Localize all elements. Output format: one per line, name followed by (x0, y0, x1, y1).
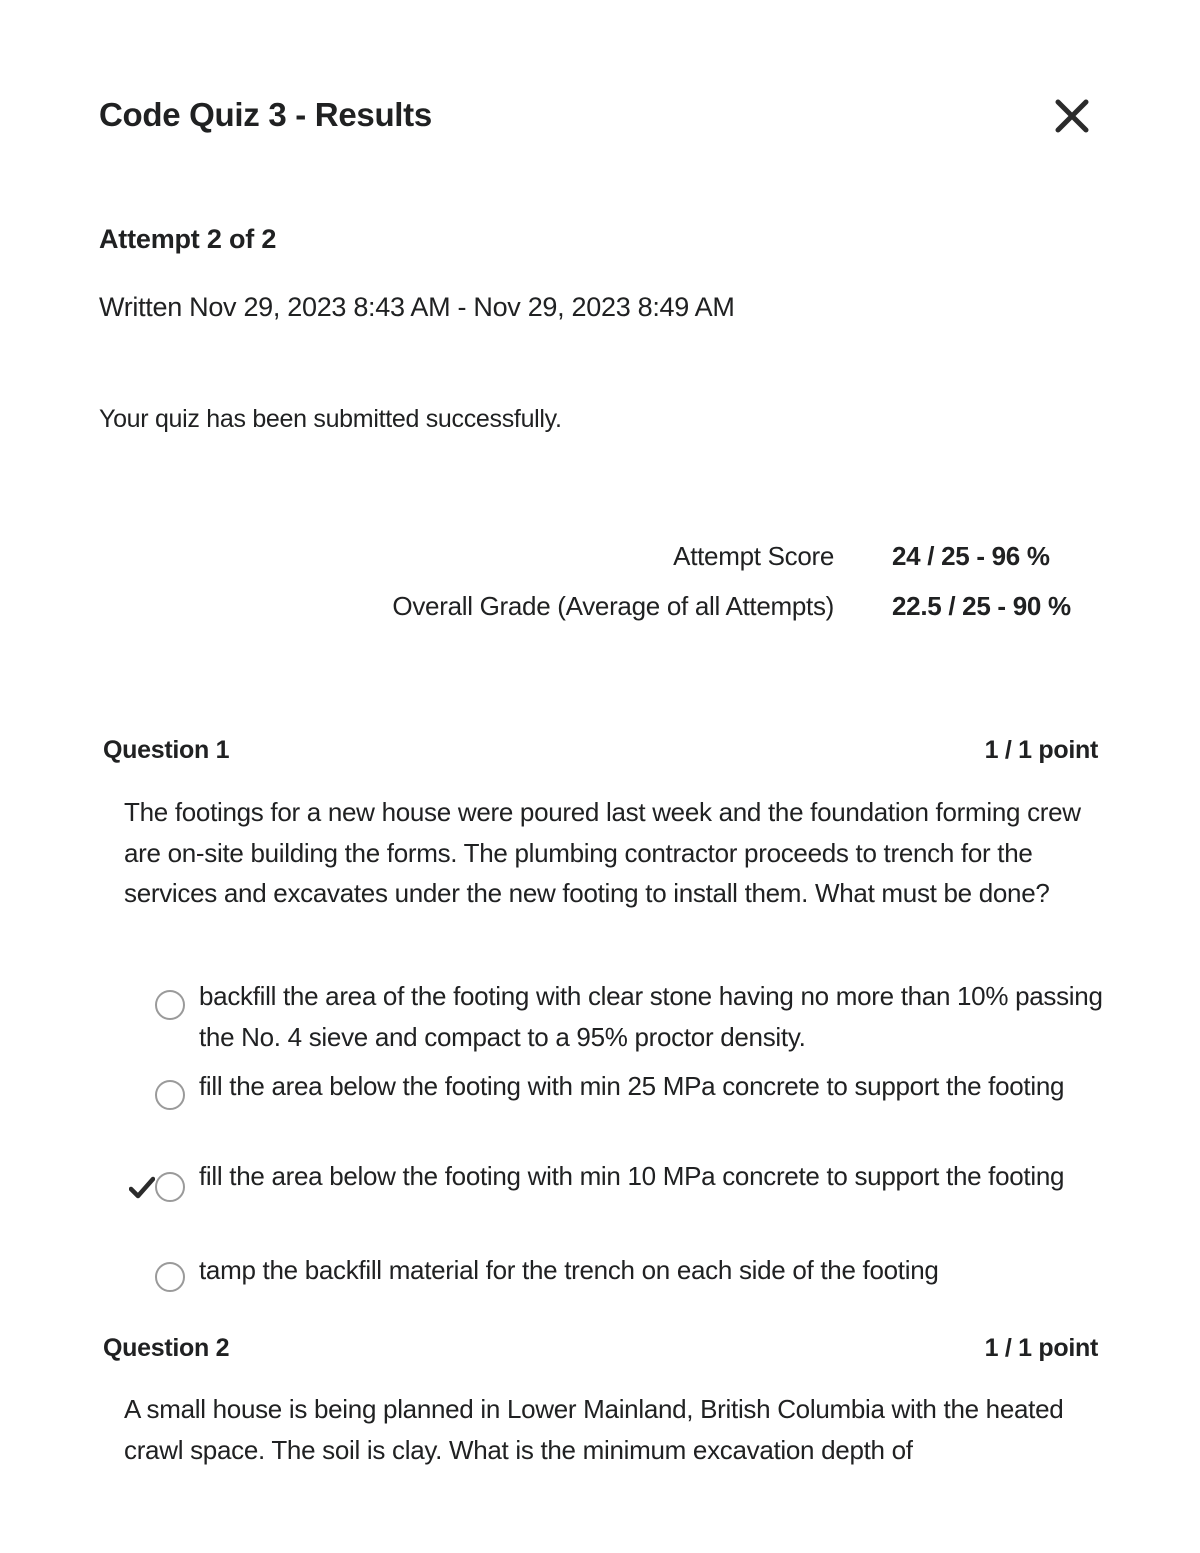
overall-grade-value: 22.5 / 25 - 90 % (892, 591, 1071, 621)
overall-grade-row (99, 591, 1099, 627)
radio-button[interactable] (155, 1080, 185, 1110)
close-icon (1052, 96, 1092, 136)
submission-message: Your quiz has been submitted successfully. (99, 405, 562, 433)
question-text: The footings for a new house were poured last week and the foundation forming crew are on-site building the forms. The plumbing contractor proceeds to trench for the services and excavates under the new footing to install them. What must be done? (124, 797, 1081, 908)
attempt-heading: Attempt 2 of 2 (99, 224, 277, 254)
option-label: tamp the backfill material for the trench on each side of the footing (199, 1255, 939, 1285)
radio-button[interactable] (155, 1262, 185, 1292)
attempt-score-label: Attempt Score (673, 541, 834, 571)
option-label: fill the area below the footing with min 25 MPa concrete to support the footing (199, 1071, 1065, 1101)
question-title: Question 2 (103, 1334, 230, 1362)
close-button[interactable] (1052, 96, 1092, 136)
question-header (103, 1334, 1098, 1368)
attempt-score-value: 24 / 25 - 96 % (892, 541, 1050, 571)
question-points: 1 / 1 point (984, 1334, 1098, 1362)
written-timestamp: Written Nov 29, 2023 8:43 AM - Nov 29, 2023 8:49 AM (99, 292, 735, 322)
question-title: Question 1 (103, 736, 230, 764)
dialog-header (99, 92, 1099, 144)
question-text: A small house is being planned in Lower Mainland, British Columbia with the heated crawl space. The soil is clay. What is the minimum excavation depth of (124, 1394, 1064, 1465)
question-header (103, 736, 1098, 770)
radio-button[interactable] (155, 1172, 185, 1202)
attempt-score-row (99, 541, 1099, 577)
question-points: 1 / 1 point (984, 736, 1098, 764)
overall-grade-label: Overall Grade (Average of all Attempts) (392, 591, 834, 621)
option-label: backfill the area of the footing with clear stone having no more than 10% passing the No. 4 sieve and compact to a 95% proctor density. (199, 981, 1103, 1052)
page-title: Code Quiz 3 - Results (99, 96, 432, 133)
checkmark-icon (129, 1176, 155, 1200)
radio-button[interactable] (155, 990, 185, 1020)
option-label: fill the area below the footing with min 10 MPa concrete to support the footing (199, 1161, 1065, 1191)
